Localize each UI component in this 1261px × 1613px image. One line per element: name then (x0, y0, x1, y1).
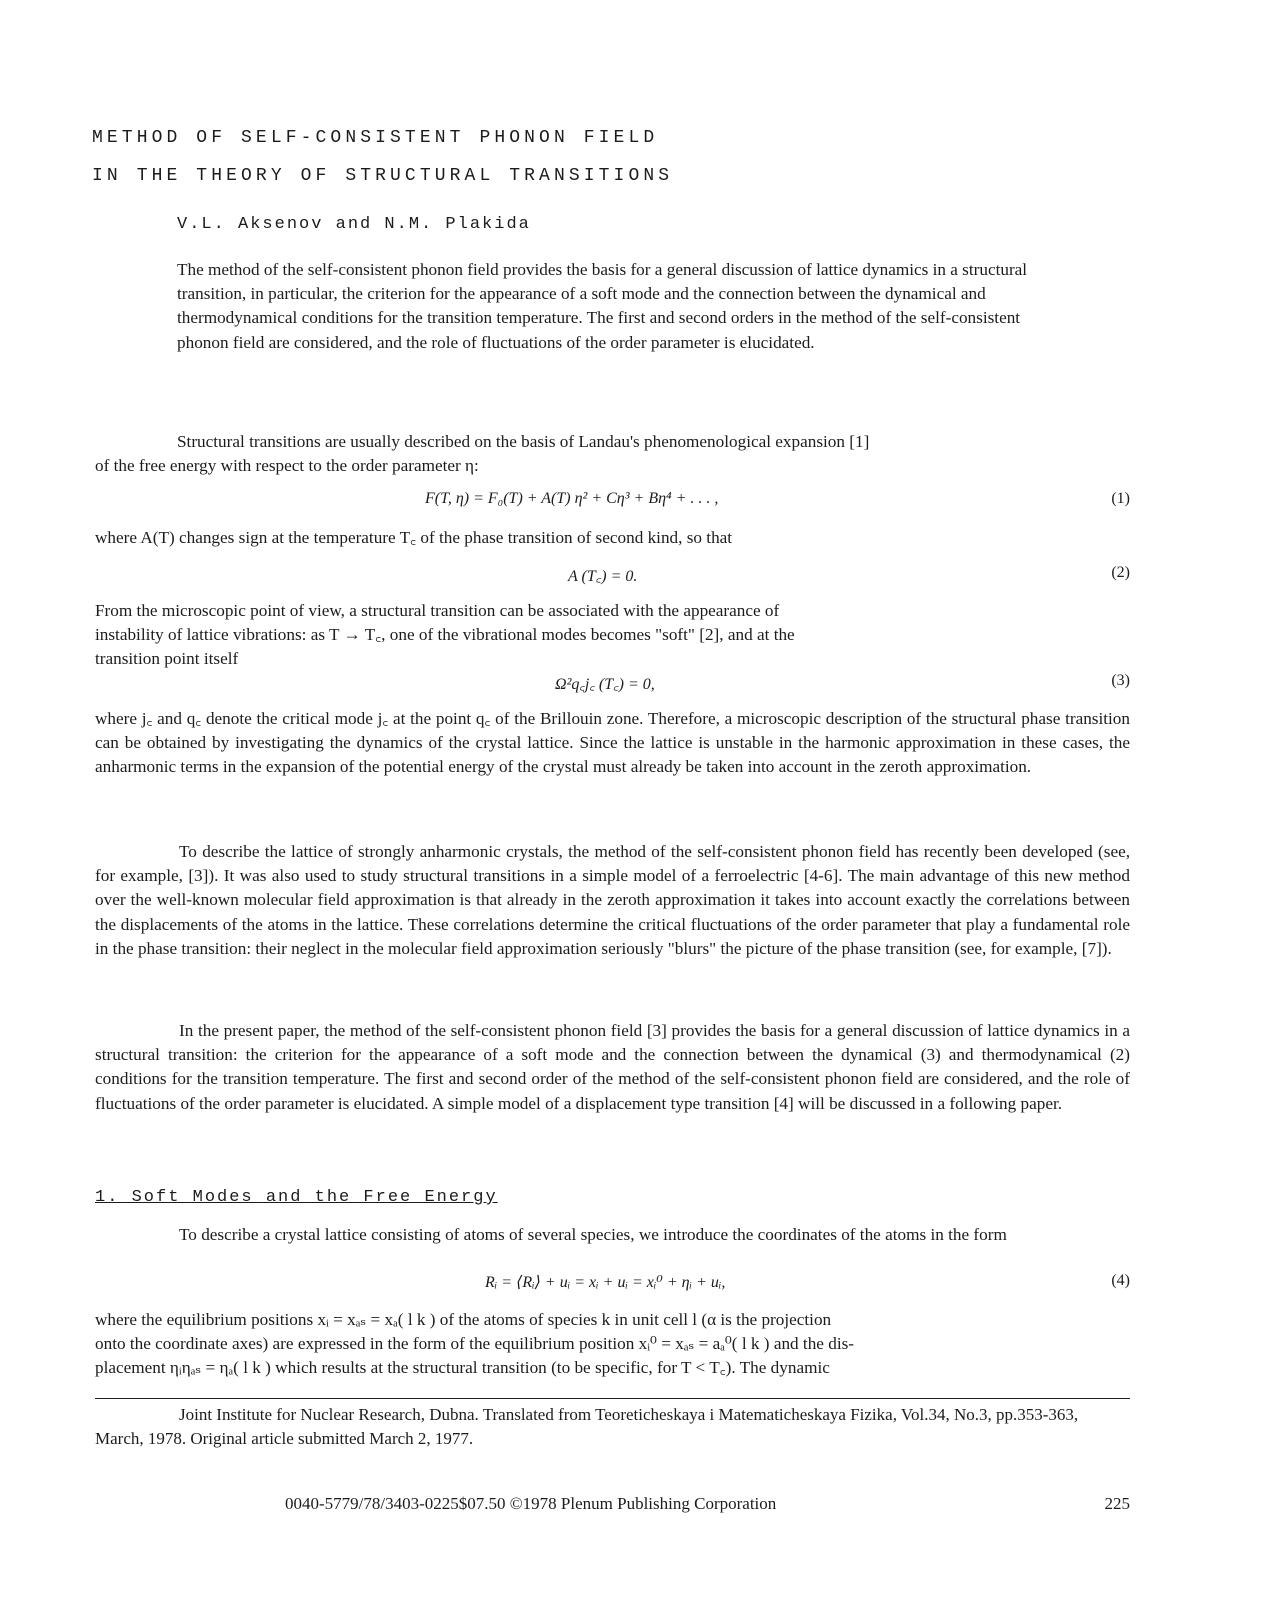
section-1-heading: 1. Soft Modes and the Free Energy (95, 1188, 498, 1207)
equation-1: F(T, η) = F₀(T) + A(T) η² + Cη³ + Bη⁴ + . . . , (425, 490, 719, 507)
intro-p3-line1: From the microscopic point of view, a structural transition can be associated with the appearance of (95, 601, 780, 620)
section-1-p2-line1: where the equilibrium positions xᵢ = xₐₛ = xₐ( l k ) of the atoms of species k in unit cell l (α is the projection (95, 1310, 832, 1329)
section-1-p1: To describe a crystal lattice consisting of atoms of several species, we introduce the coordinates of the atoms in the form (179, 1225, 1007, 1244)
intro-p2: where A(T) changes sign at the temperature T꜀ of the phase transition of second kind, so that (95, 528, 733, 547)
intro-p3-line2: instability of lattice vibrations: as T → T꜀, one of the vibrational modes becomes "soft" [2], and at the (95, 625, 795, 644)
footnote-rule (95, 1398, 1130, 1399)
equation-3-number: (3) (1111, 672, 1130, 689)
equation-2-number: (2) (1111, 564, 1130, 581)
equation-4-number: (4) (1111, 1272, 1130, 1289)
section-1-p2-line2: onto the coordinate axes) are expressed in the form of the equilibrium position xᵢ⁰ = xₐₛ = aₐ⁰( l k ) and the dis- (95, 1334, 855, 1353)
title-line-2: IN THE THEORY OF STRUCTURAL TRANSITIONS (92, 166, 674, 186)
authors: V.L. Aksenov and N.M. Plakida (177, 215, 531, 234)
intro-p1-line2: of the free energy with respect to the order parameter η: (95, 456, 479, 475)
intro-p3-line3: transition point itself (95, 649, 239, 668)
title-line-1: METHOD OF SELF-CONSISTENT PHONON FIELD (92, 128, 659, 148)
footnote: Joint Institute for Nuclear Research, Dubna. Translated from Teoreticheskaya i Matematicheskaya Fizika, Vol.34, No.3, pp.353-363, March, 1978. Original article submitted March 2, 1977. (95, 1405, 1079, 1448)
intro-p1-line1: Structural transitions are usually described on the basis of Landau's phenomenological expansion [1] (177, 432, 870, 451)
equation-2: A (T꜀) = 0. (568, 568, 638, 585)
equation-3: Ω²q꜀j꜀ (T꜀) = 0, (555, 676, 655, 693)
intro-p5: To describe the lattice of strongly anharmonic crystals, the method of the self-consistent phonon field has recently been developed (see, for example, [3]). It was also used to study structural transitions in a simple model of a ferroelectric [4-6]. The main advantage of this new method over the well-known molecular field approximation is that already in the zeroth approximation it takes into account exactly the correlations between the displacements of the atoms in the lattice. These correlations determine the critical fluctuations of the order parameter that play a fundamental role in the phase transition: their neglect in the molecular field approximation seriously "blurs" the picture of the phase transition (see, for example, [7]). (95, 842, 1130, 958)
section-1-p2-line3: placement ηᵢηₐₛ = ηₐ( l k ) which results at the structural transition (to be specific, for T < T꜀). The dynamic (95, 1358, 830, 1377)
equation-4: Rᵢ = ⟨Rᵢ⟩ + uᵢ = xᵢ + uᵢ = xᵢ⁰ + ηᵢ + uᵢ, (485, 1274, 726, 1291)
page-number: 225 (1104, 1494, 1130, 1513)
abstract: The method of the self-consistent phonon field provides the basis for a general discussion of lattice dynamics in a structural transition, in particular, the criterion for the appearance of a soft mode and the connection between the dynamical and thermodynamical conditions for the transition temperature. The first and second orders in the method of the self-consistent phonon field are considered, and the role of fluctuations of the order parameter is elucidated. (177, 260, 1028, 352)
equation-1-number: (1) (1111, 490, 1130, 507)
footer-code: 0040-5779/78/3403-0225$07.50 ©1978 Plenum Publishing Corporation (285, 1494, 777, 1513)
intro-p6: In the present paper, the method of the self-consistent phonon field [3] provides the basis for a general discussion of lattice dynamics in a structural transition: the criterion for the appearance of a soft mode and the connection between the dynamical (3) and thermodynamical (2) conditions for the transition temperature. The first and second order of the method of the self-consistent phonon field are considered, and the role of fluctuations of the order parameter is elucidated. A simple model of a displacement type transition [4] will be discussed in a following paper. (95, 1021, 1130, 1113)
intro-p4: where j꜀ and q꜀ denote the critical mode j꜀ at the point q꜀ of the Brillouin zone. Therefore, a microscopic description of the structural phase transition can be obtained by investigating the dynamics of the crystal lattice. Since the lattice is unstable in the harmonic approximation in these cases, the anharmonic terms in the expansion of the potential energy of the crystal must already be taken into account in the zeroth approximation. (95, 709, 1130, 777)
